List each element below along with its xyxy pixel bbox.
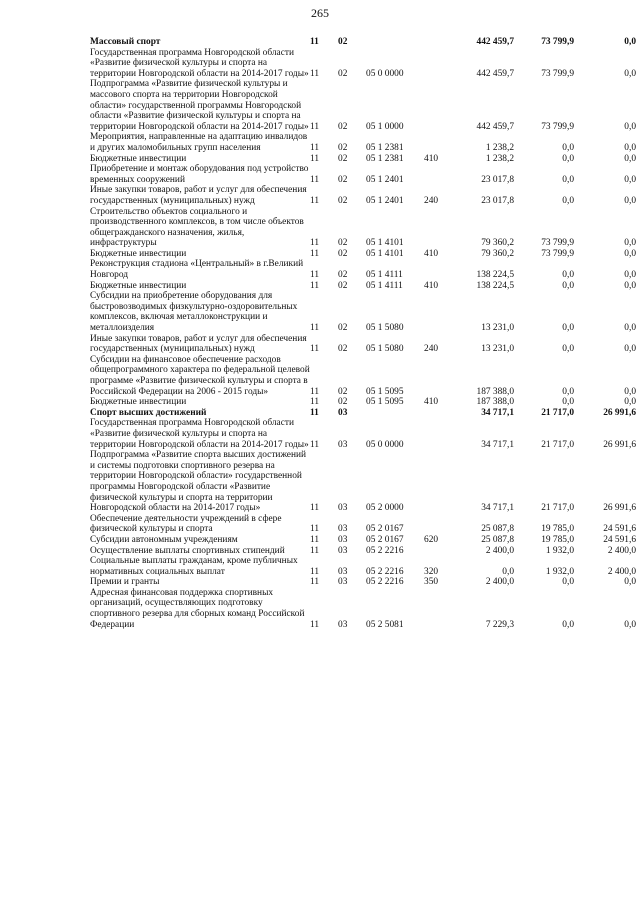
amount-2014: 442 459,7: [476, 68, 514, 79]
expense-type-code: [424, 408, 450, 419]
table-row: [90, 291, 636, 333]
subsection-code: 03: [338, 566, 348, 577]
subsection-code: 02: [338, 37, 348, 47]
expense-type-code: 240: [424, 344, 439, 355]
amount-2016: 0,0: [624, 142, 636, 153]
table-row: [90, 185, 636, 206]
target-article-code: 05 1 2381: [366, 153, 404, 164]
amount-2014: 25 087,8: [481, 534, 514, 545]
table-row: [90, 249, 636, 260]
table-row: [90, 546, 636, 557]
target-article-code: 05 2 0167: [366, 524, 404, 535]
amount-2016: 24 591,6: [603, 534, 636, 545]
section-code: 11: [310, 195, 320, 206]
amount-2016: 0,0: [624, 386, 636, 397]
amount-2014: 1 238,2: [485, 153, 514, 164]
table-row: [90, 535, 636, 546]
amount-2014: 442 459,7: [476, 37, 514, 47]
table-row: [90, 556, 636, 577]
amount-2015: 0,0: [562, 397, 574, 408]
amount-2016: 0,0: [624, 270, 636, 281]
amount-2015: 0,0: [562, 280, 574, 291]
amount-2015: 73 799,9: [541, 238, 574, 249]
section-code: 11: [310, 153, 320, 164]
budget-table: [90, 37, 636, 630]
row-name: Мероприятия, направленные на адаптацию инвалидов и других маломобильных групп населения: [90, 132, 308, 153]
amount-2016: 26 991,6: [603, 407, 636, 418]
row-name: Массовый спорт: [90, 37, 161, 47]
amount-2016: 24 591,6: [603, 524, 636, 535]
amount-2016: 0,0: [624, 195, 636, 206]
expense-type-code: 410: [424, 248, 439, 259]
amount-2014: 0,0: [502, 566, 514, 577]
row-name: Иные закупки товаров, работ и услуг для обеспечения государственных (муниципальных) нужд: [90, 333, 307, 355]
expense-type-code: [424, 355, 450, 397]
expense-type-code: [424, 291, 450, 333]
section-code: 11: [310, 439, 320, 450]
subsection-code: 03: [338, 619, 348, 630]
target-article-code: 05 2 2216: [366, 577, 404, 588]
target-article-code: 05 1 4101: [366, 248, 404, 259]
amount-2016: 26 991,6: [603, 439, 636, 450]
table-row: [90, 577, 636, 588]
expense-type-code: [424, 259, 450, 280]
subsection-code: 02: [338, 142, 348, 153]
row-name: Иные закупки товаров, работ и услуг для обеспечения государственных (муниципальных) нужд: [90, 185, 307, 206]
amount-2016: 0,0: [624, 397, 636, 408]
target-article-code: 05 1 2381: [366, 142, 404, 153]
table-row: [90, 132, 636, 153]
subsection-code: 03: [338, 503, 348, 514]
subsection-code: 03: [338, 407, 348, 418]
section-code: 11: [310, 270, 320, 281]
amount-2016: 26 991,6: [603, 503, 636, 514]
section-code: 11: [310, 68, 320, 79]
amount-2015: 0,0: [562, 195, 574, 206]
amount-2016: 0,0: [624, 121, 636, 132]
table-row: [90, 355, 636, 397]
table-row: [90, 259, 636, 280]
target-article-code: 05 2 2216: [366, 545, 404, 556]
amount-2015: 73 799,9: [541, 68, 574, 79]
amount-2015: 0,0: [562, 270, 574, 281]
amount-2016: 0,0: [624, 577, 636, 588]
section-code: 11: [310, 174, 320, 185]
amount-2014: 442 459,7: [476, 121, 514, 132]
expense-type-code: [424, 207, 450, 249]
row-name: Подпрограмма «Развитие спорта высших достижений и системы подготовки спортивного резерва на территории Новгородской области» государственной программы Новгородской области «Развитие физической культуры и спорта на территории Новгородской области на 2014-2017 годы»: [90, 450, 307, 514]
expense-type-code: [424, 48, 450, 80]
amount-2014: 187 388,0: [476, 386, 514, 397]
amount-2015: 1 932,0: [545, 566, 574, 577]
section-code: 11: [310, 619, 320, 630]
section-code: 11: [310, 386, 320, 397]
row-name: Бюджетные инвестиции: [90, 280, 187, 291]
row-name: Бюджетные инвестиции: [90, 153, 187, 164]
table-row: [90, 48, 636, 80]
section-code: 11: [310, 534, 320, 545]
expense-type-code: [424, 514, 450, 535]
target-article-code: 05 1 5095: [366, 397, 404, 408]
row-name: Социальные выплаты гражданам, кроме публичных нормативных социальных выплат: [90, 556, 298, 577]
amount-2014: 34 717,1: [481, 439, 514, 450]
expense-type-code: [424, 450, 450, 514]
table-row: [90, 334, 636, 355]
amount-2014: 23 017,8: [481, 195, 514, 206]
amount-2016: 0,0: [624, 37, 636, 47]
row-name: Строительство объектов социального и производственного комплексов, в том числе объектов общегражданского назначения, жилья, инфраструктуры: [90, 206, 304, 249]
amount-2015: 0,0: [562, 153, 574, 164]
amount-2016: 0,0: [624, 344, 636, 355]
subsection-code: 02: [338, 344, 348, 355]
target-article-code: 05 1 4111: [366, 270, 403, 281]
target-article-code: 05 1 2401: [366, 174, 404, 185]
subsection-code: 02: [338, 280, 348, 291]
expense-type-code: [424, 132, 450, 153]
amount-2015: 21 717,0: [541, 407, 574, 418]
amount-2014: 138 224,5: [476, 270, 514, 281]
section-code: 11: [310, 577, 320, 588]
amount-2016: 0,0: [624, 68, 636, 79]
section-code: 11: [310, 323, 320, 334]
subsection-code: 02: [338, 174, 348, 185]
section-row: [90, 408, 636, 419]
subsection-code: 03: [338, 577, 348, 588]
section-code: 11: [310, 407, 319, 418]
target-article-code: 05 2 5081: [366, 619, 404, 630]
amount-2014: 1 238,2: [485, 142, 514, 153]
amount-2014: 7 229,3: [485, 619, 514, 630]
expense-type-code: 350: [424, 577, 439, 588]
subsection-code: 02: [338, 248, 348, 259]
subsection-code: 03: [338, 439, 348, 450]
table-row: [90, 164, 636, 185]
row-name: Субсидии на приобретение оборудования для быстровозводимых физкультурно-оздоровительных комплексов, включая металлоконструкции и металлоизделия: [90, 291, 298, 334]
section-code: 11: [310, 503, 320, 514]
amount-2014: 79 360,2: [481, 248, 514, 259]
row-name: Государственная программа Новгородской области «Развитие физической культуры и спорта на территории Новгородской области на 2014-2017 годы»: [90, 418, 309, 450]
target-article-code: 05 1 4111: [366, 280, 403, 291]
amount-2015: 1 932,0: [545, 545, 574, 556]
target-article-code: [366, 408, 424, 419]
row-name: Бюджетные инвестиции: [90, 397, 187, 408]
expense-type-code: 320: [424, 566, 439, 577]
amount-2015: 0,0: [562, 174, 574, 185]
expense-type-code: [424, 546, 450, 557]
target-article-code: 05 1 2401: [366, 195, 404, 206]
expense-type-code: [424, 588, 450, 630]
subsection-code: 02: [338, 397, 348, 408]
row-name: Реконструкция стадиона «Центральный» в г.Великий Новгород: [90, 259, 304, 281]
target-article-code: 05 2 2216: [366, 566, 404, 577]
table-row: [90, 450, 636, 514]
amount-2015: 0,0: [562, 344, 574, 355]
expense-type-code: [424, 37, 450, 48]
amount-2016: 0,0: [624, 619, 636, 630]
section-code: 11: [310, 248, 320, 259]
row-name: Субсидии на финансовое обеспечение расходов общепрограммного характера по федеральной целевой программе «Развитие физической культуры и спорта в Российской Федерации на 2006 - 2015 годы»: [90, 354, 310, 397]
table-row: [90, 154, 636, 165]
target-article-code: 05 0 0000: [366, 68, 404, 79]
section-code: 11: [310, 142, 320, 153]
amount-2015: 21 717,0: [541, 439, 574, 450]
amount-2016: 0,0: [624, 280, 636, 291]
amount-2016: 2 400,0: [607, 545, 636, 556]
amount-2015: 19 785,0: [541, 524, 574, 535]
amount-2015: 0,0: [562, 323, 574, 334]
amount-2014: 34 717,1: [481, 503, 514, 514]
section-code: 11: [310, 280, 320, 291]
amount-2016: 2 400,0: [607, 566, 636, 577]
amount-2014: 34 717,1: [481, 407, 514, 418]
target-article-code: 05 1 5080: [366, 344, 404, 355]
table-row: [90, 418, 636, 450]
subsection-code: 03: [338, 524, 348, 535]
subsection-code: 02: [338, 270, 348, 281]
amount-2014: 79 360,2: [481, 238, 514, 249]
subsection-code: 02: [338, 323, 348, 334]
subsection-code: 03: [338, 534, 348, 545]
amount-2015: 0,0: [562, 577, 574, 588]
target-article-code: 05 1 4101: [366, 238, 404, 249]
row-name: Приобретение и монтаж оборудования под устройство временных сооружений: [90, 164, 309, 185]
table-row: [90, 281, 636, 292]
amount-2015: 73 799,9: [541, 37, 574, 47]
target-article-code: 05 1 0000: [366, 121, 404, 132]
section-code: 11: [310, 397, 320, 408]
amount-2016: 0,0: [624, 248, 636, 259]
subsection-code: 02: [338, 238, 348, 249]
expense-type-code: [424, 418, 450, 450]
row-name: Субсидии автономным учреждениям: [90, 534, 238, 545]
row-name: Осуществление выплаты спортивных стипендий: [90, 545, 285, 556]
table-row: [90, 588, 636, 630]
page-number: 265: [311, 6, 329, 20]
section-code: 11: [310, 37, 319, 47]
amount-2016: 0,0: [624, 323, 636, 334]
table-row: [90, 207, 636, 249]
subsection-code: 02: [338, 121, 348, 132]
subsection-code: 03: [338, 545, 348, 556]
amount-2015: 73 799,9: [541, 248, 574, 259]
subsection-code: 02: [338, 153, 348, 164]
row-name: Подпрограмма «Развитие физической культуры и массового спорта на территории Новгородской области» государственной программы Новгородской области «Развитие физической культуры и спорта на территории Новгородской области на 2014-2017 годы»: [90, 79, 309, 132]
expense-type-code: 620: [424, 534, 439, 545]
amount-2016: 0,0: [624, 238, 636, 249]
subsection-code: 02: [338, 195, 348, 206]
row-name: Государственная программа Новгородской области «Развитие физической культуры и спорта на территории Новгородской области на 2014-2017 годы»: [90, 47, 309, 79]
section-code: 11: [310, 344, 320, 355]
target-article-code: 05 0 0000: [366, 439, 404, 450]
amount-2014: 13 231,0: [481, 323, 514, 334]
row-name: Спорт высших достижений: [90, 407, 207, 418]
row-name: Обеспечение деятельности учреждений в сфере физической культуры и спорта: [90, 513, 282, 535]
subsection-code: 02: [338, 68, 348, 79]
target-article-code: 05 2 0167: [366, 534, 404, 545]
section-code: 11: [310, 545, 320, 556]
amount-2015: 0,0: [562, 619, 574, 630]
amount-2014: 187 388,0: [476, 397, 514, 408]
amount-2015: 21 717,0: [541, 503, 574, 514]
row-name: Бюджетные инвестиции: [90, 248, 187, 259]
expense-type-code: 410: [424, 397, 439, 408]
amount-2015: 73 799,9: [541, 121, 574, 132]
row-name: Премии и гранты: [90, 577, 160, 588]
amount-2014: 23 017,8: [481, 174, 514, 185]
target-article-code: 05 1 5080: [366, 323, 404, 334]
section-code: 11: [310, 566, 320, 577]
expense-type-code: 240: [424, 195, 439, 206]
subsection-code: 02: [338, 386, 348, 397]
section-row: [90, 37, 636, 48]
amount-2015: 0,0: [562, 386, 574, 397]
expense-type-code: [424, 164, 450, 185]
budget-table-body: [90, 37, 636, 630]
amount-2014: 13 231,0: [481, 344, 514, 355]
amount-2015: 19 785,0: [541, 534, 574, 545]
expense-type-code: [424, 79, 450, 132]
expense-type-code: 410: [424, 280, 439, 291]
amount-2014: 138 224,5: [476, 280, 514, 291]
section-code: 11: [310, 238, 320, 249]
amount-2015: 0,0: [562, 142, 574, 153]
section-code: 11: [310, 524, 320, 535]
target-article-code: 05 2 0000: [366, 503, 404, 514]
expense-type-code: 410: [424, 153, 439, 164]
row-name: Адресная финансовая поддержка спортивных организаций, осуществляющих подготовку спортивного резерва для сборных команд Российской Федерации: [90, 587, 305, 630]
amount-2016: 0,0: [624, 174, 636, 185]
amount-2014: 2 400,0: [485, 577, 514, 588]
target-article-code: 05 1 5095: [366, 386, 404, 397]
table-row: [90, 79, 636, 132]
section-code: 11: [310, 121, 320, 132]
table-row: [90, 397, 636, 408]
amount-2016: 0,0: [624, 153, 636, 164]
target-article-code: [366, 37, 424, 48]
amount-2014: 2 400,0: [485, 545, 514, 556]
table-row: [90, 514, 636, 535]
amount-2014: 25 087,8: [481, 524, 514, 535]
